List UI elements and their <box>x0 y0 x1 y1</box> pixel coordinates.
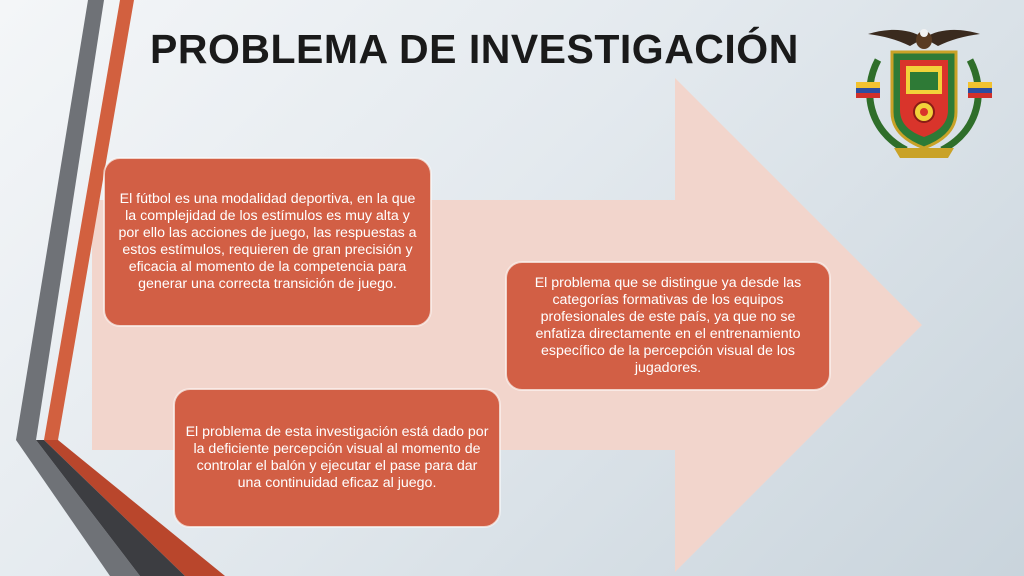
research-problem-text: El problema de esta investigación está dado por la deficiente percepción visual al momento de controlar el balón y ejecutar el pase para dar una continuidad eficaz al juego. <box>185 424 489 491</box>
context-text: El fútbol es una modalidad deportiva, en la que la complejidad de los estímulos es muy alta y por ello las acciones de juego, las respuestas a estos estímulos, requieren de gran precisión y eficacia al momento de la competencia para generar una correcta transición de juego. <box>118 191 417 292</box>
context-box <box>104 158 431 326</box>
slide-title: PROBLEMA DE INVESTIGACIÓN <box>150 26 799 72</box>
eagle-shield-emblem-icon <box>848 20 1000 164</box>
problem-origin-text: El problema que se distingue ya desde las categorías formativas de los equipos profesionales de este país, ya que no se enfatiza directamente en el entrenamiento específico de la percepción visual de los jugadores. <box>534 275 802 376</box>
research-problem-box <box>174 389 500 527</box>
problem-origin-box <box>506 262 830 390</box>
